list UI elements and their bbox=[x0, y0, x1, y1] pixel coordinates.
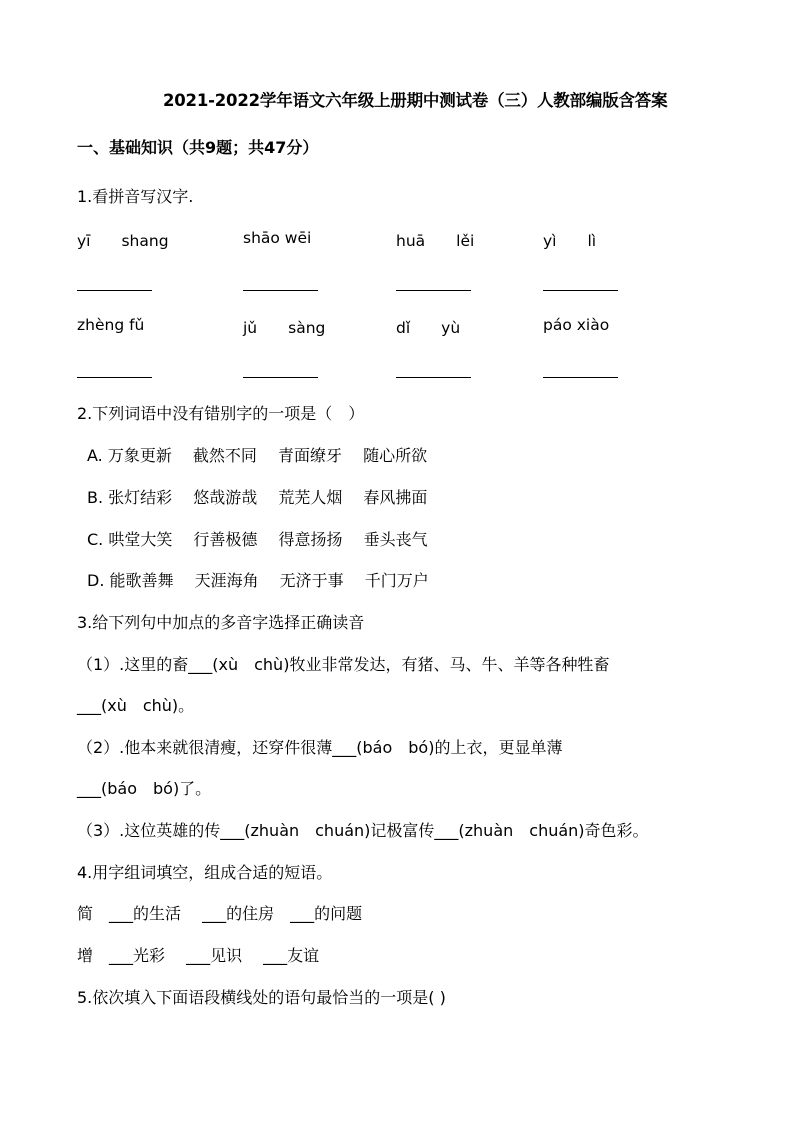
question-5-stem: 5.依次填入下面语段横线处的语句最恰当的一项是( ) bbox=[77, 988, 446, 1007]
answer-blank[interactable] bbox=[243, 290, 318, 291]
question-4-stem: 4.用字组词填空，组成合适的短语。 bbox=[77, 863, 333, 882]
question-3-item-1-cont: ___(xù chù)。 bbox=[77, 696, 195, 715]
question-3-item-3: （3）.这位英雄的传___(zhuàn chuán)记极富传___(zhuàn chuán)奇色彩。 bbox=[77, 821, 649, 840]
pinyin-item: dǐ yù bbox=[396, 319, 461, 337]
answer-blank[interactable] bbox=[396, 290, 471, 291]
option-a[interactable]: A. 万象更新 截然不同 青面缭牙 随心所欲 bbox=[87, 446, 428, 465]
question-3-item-2-cont: ___(báo bó)了。 bbox=[77, 779, 212, 798]
pinyin-item: yì lì bbox=[543, 232, 597, 250]
option-b[interactable]: B. 张灯结彩 悠哉游哉 荒芜人烟 春风拂面 bbox=[87, 488, 428, 507]
question-3-stem: 3.给下列句中加点的多音字选择正确读音 bbox=[77, 613, 365, 632]
document-title: 2021-2022学年语文六年级上册期中测试卷（三）人教部编版含答案 bbox=[163, 91, 668, 110]
section-heading: 一、基础知识（共9题；共47分） bbox=[77, 138, 319, 157]
question-4-line-1: 简 ___的生活 ___的住房 ___的问题 bbox=[77, 904, 363, 923]
answer-blank[interactable] bbox=[77, 290, 152, 291]
pinyin-item: huā lěi bbox=[396, 232, 475, 250]
option-c[interactable]: C. 哄堂大笑 行善极德 得意扬扬 垂头丧气 bbox=[87, 530, 428, 549]
answer-blank[interactable] bbox=[543, 290, 618, 291]
answer-blank[interactable] bbox=[77, 377, 152, 378]
question-2-stem: 2.下列词语中没有错别字的一项是（ ） bbox=[77, 404, 365, 423]
answer-blank[interactable] bbox=[543, 377, 618, 378]
pinyin-item: yī shang bbox=[77, 232, 169, 250]
pinyin-item: páo xiào bbox=[543, 316, 610, 334]
pinyin-item: zhèng fǔ bbox=[77, 316, 145, 334]
question-3-item-2: （2）.他本来就很清瘦，还穿件很薄___(báo bó)的上衣，更显单薄 bbox=[77, 738, 563, 757]
answer-blank[interactable] bbox=[396, 377, 471, 378]
option-d[interactable]: D. 能歌善舞 天涯海角 无济于事 千门万户 bbox=[87, 571, 429, 590]
question-4-line-2: 增 ___光彩 ___见识 ___友谊 bbox=[77, 946, 320, 965]
answer-blank[interactable] bbox=[243, 377, 318, 378]
pinyin-item: shāo wēi bbox=[243, 229, 312, 247]
pinyin-item: jǔ sàng bbox=[243, 319, 326, 337]
question-3-item-1: （1）.这里的畜___(xù chù)牧业非常发达，有猪、马、牛、羊等各种牲畜 bbox=[77, 655, 610, 674]
question-1-stem: 1.看拼音写汉字. bbox=[77, 187, 194, 206]
